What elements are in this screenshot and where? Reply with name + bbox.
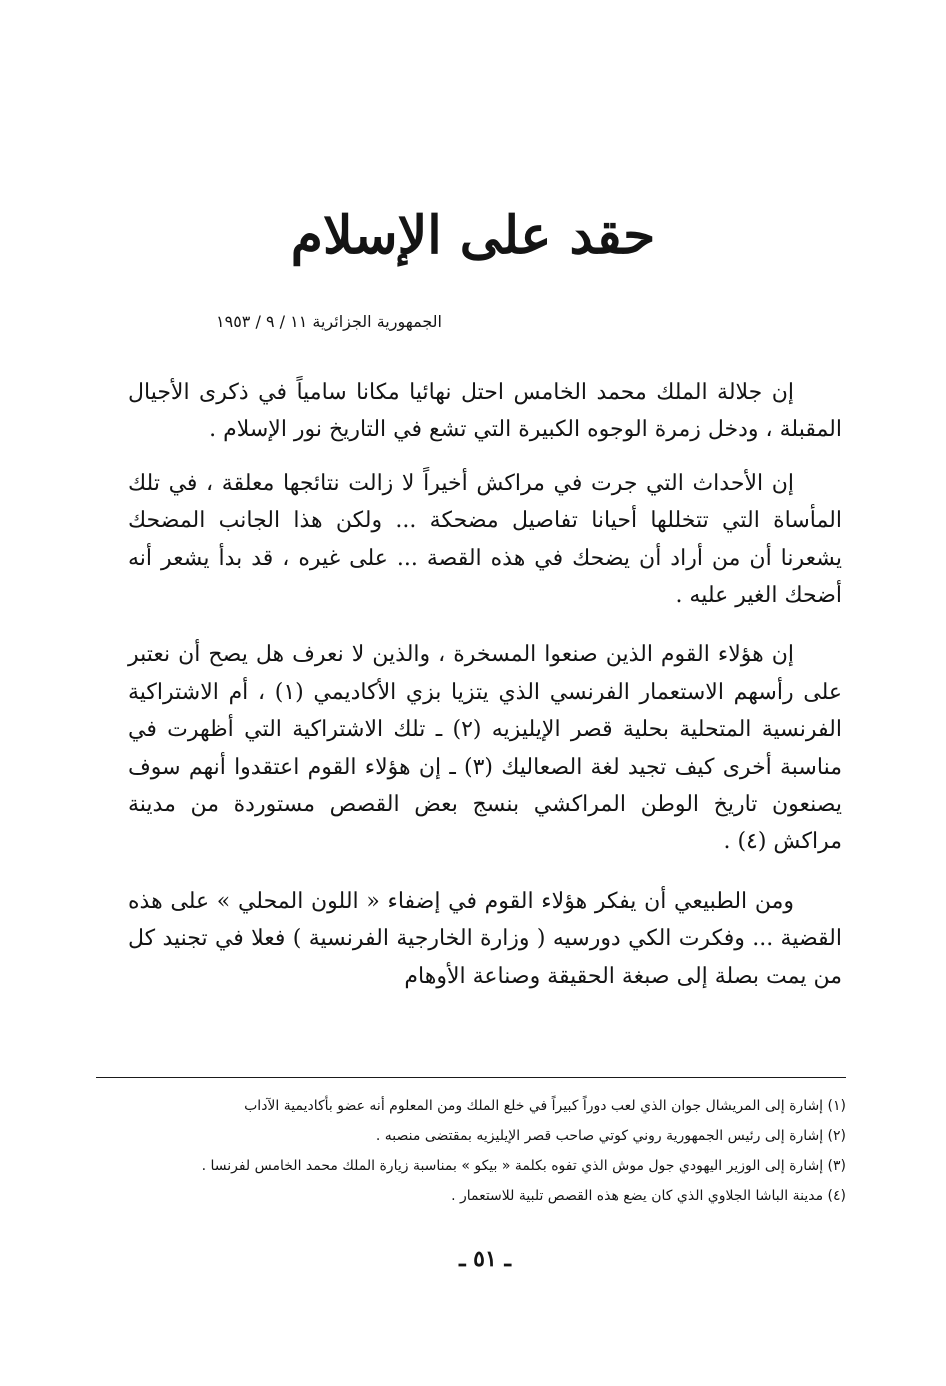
paragraph-1: إن جلالة الملك محمد الخامس احتل نهائيا مكانا سامياً في ذكرى الأجيال المقبلة ، ودخل زمرة الوجوه الكبيرة التي تشع في التاريخ نور الإسلام . [128, 380, 842, 443]
paragraph-3: إن هؤلاء القوم الذين صنعوا المسخرة ، والذين لا نعرف هل يصح أن نعتبر على رأسهم الاستعمار الفرنسي الذي يتزيا بزي الأكاديمي (١) ، أم الاشتراكية الفرنسية المتحلية بحلية قصر الإيليزيه (٢) ـ تلك الاشتراكية التي أظهرت في مناسبة أخرى كيف تجيد لغة الصعاليك (٣) ـ إن هؤلاء القوم اعتقدوا أنهم سوف يصنعون تاريخ الوطن المراكشي بنسج بعض القصص مستوردة من مدينة مراكش (٤) . [128, 642, 842, 855]
footnote-divider [96, 1077, 846, 1078]
page-number: ـ ٥١ ـ [459, 1246, 511, 1272]
paragraph-2: إن الأحداث التي جرت في مراكش أخيراً لا زالت نتائجها معلقة ، في تلك المأساة التي تتخللها أحيانا تفاصيل مضحكة ... ولكن هذا الجانب المضحك يشعرنا أن من أراد أن يضحك في هذه القصة ... على غيره ، قد بدأ يشعر أنه أضحك الغير عليه . [128, 470, 842, 609]
footnote-4: (٤) مدينة الباشا الجلاوي الذي كان يضع هذه القصص تلبية للاستعمار . [451, 1188, 846, 1204]
footnote-1: (١) إشارة إلى المريشال جوان الذي لعب دوراً كبيراً في خلع الملك ومن المعلوم أنه عضو بأكاديمية الآداب [244, 1098, 846, 1114]
chapter-title: حقد على الإسلام [290, 205, 656, 266]
source-dateline: الجمهورية الجزائرية ١١ / ٩ / ١٩٥٣ [216, 312, 442, 331]
footnotes [134, 1093, 846, 1213]
body-text [128, 374, 842, 1011]
footnote-2: (٢) إشارة إلى رئيس الجمهورية روني كوتي صاحب قصر الإيليزيه بمقتضى منصبه . [375, 1128, 846, 1144]
footnote-3: (٣) إشارة إلى الوزير اليهودي جول موش الذي تفوه بكلمة « بيكو » بمناسبة زيارة الملك محمد الخامس لفرنسا . [201, 1158, 846, 1174]
paragraph-4: ومن الطبيعي أن يفكر هؤلاء القوم في إضفاء « اللون المحلي » على هذه القضية ... وفكرت الكي دورسيه ( وزارة الخارجية الفرنسية ) فعلا في تجنيد كل من يمت بصلة إلى صبغة الحقيقة وصناعة الأوهام [128, 888, 842, 989]
